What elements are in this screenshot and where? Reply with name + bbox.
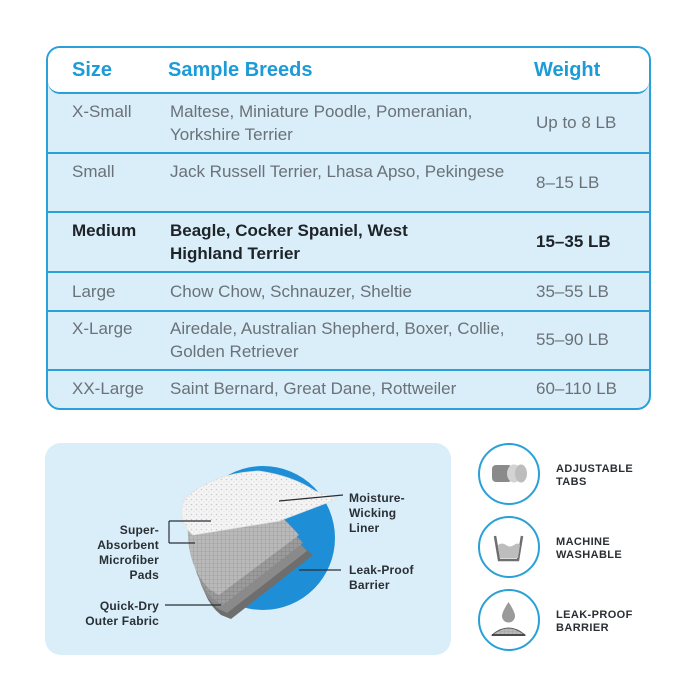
machine-washable-icon [478,516,540,578]
label-super-absorbent-pads: Super- Absorbent Microfiber Pads [97,523,159,582]
label-moisture-wicking-liner: Moisture- Wicking Liner [349,491,405,535]
weight-cell: 35–55 LB [536,282,609,301]
weight-cell: 8–15 LB [536,173,600,192]
breeds-cell: Saint Bernard, Great Dane, Rottweiler [170,379,457,398]
size-cell: XX-Large [72,379,144,398]
weight-cell: 15–35 LB [536,232,611,251]
breeds-cell: Airedale, Australian Shepherd, Boxer, Collie, Golden Retriever [170,319,505,361]
label-quick-dry-outer-fabric: Quick-Dry Outer Fabric [85,599,159,628]
adjustable-tabs-icon [478,443,540,505]
feature-adjustable-tabs [478,443,678,513]
header-size: Size [72,59,113,81]
label-leak-proof-barrier: Leak-Proof Barrier [349,563,414,592]
breeds-cell: Chow Chow, Schnauzer, Sheltie [170,282,412,301]
feature-label: LEAK-PROOF BARRIER [556,609,633,634]
header-sample-breeds: Sample Breeds [168,59,313,81]
weight-cell: 60–110 LB [536,379,617,398]
weight-cell: Up to 8 LB [536,113,617,132]
header-weight: Weight [534,59,601,81]
size-cell: Small [72,162,115,181]
feature-leak-proof-barrier [478,589,678,659]
table-row [48,273,649,312]
table-header [48,48,649,94]
feature-machine-washable [478,516,678,586]
table-row [48,154,649,213]
table-row-highlighted [48,213,649,273]
table-row [48,94,649,154]
size-cell: Large [72,282,116,301]
feature-label: MACHINE WASHABLE [556,536,623,561]
table-row [48,312,649,371]
size-cell: Medium [72,221,137,240]
breeds-cell: Beagle, Cocker Spaniel, West Highland Terrier [170,221,408,263]
weight-cell: 55–90 LB [536,330,609,349]
size-cell: X-Small [72,102,132,121]
breeds-cell: Jack Russell Terrier, Lhasa Apso, Pekingese [170,162,505,181]
layers-diagram-panel [45,443,451,655]
feature-label: ADJUSTABLE TABS [556,463,634,488]
breeds-cell: Maltese, Miniature Poodle, Pomeranian, Yorkshire Terrier [170,102,473,144]
leak-proof-barrier-icon [478,589,540,651]
size-cell: X-Large [72,319,133,338]
size-chart-table [46,46,651,410]
table-row [48,371,649,410]
